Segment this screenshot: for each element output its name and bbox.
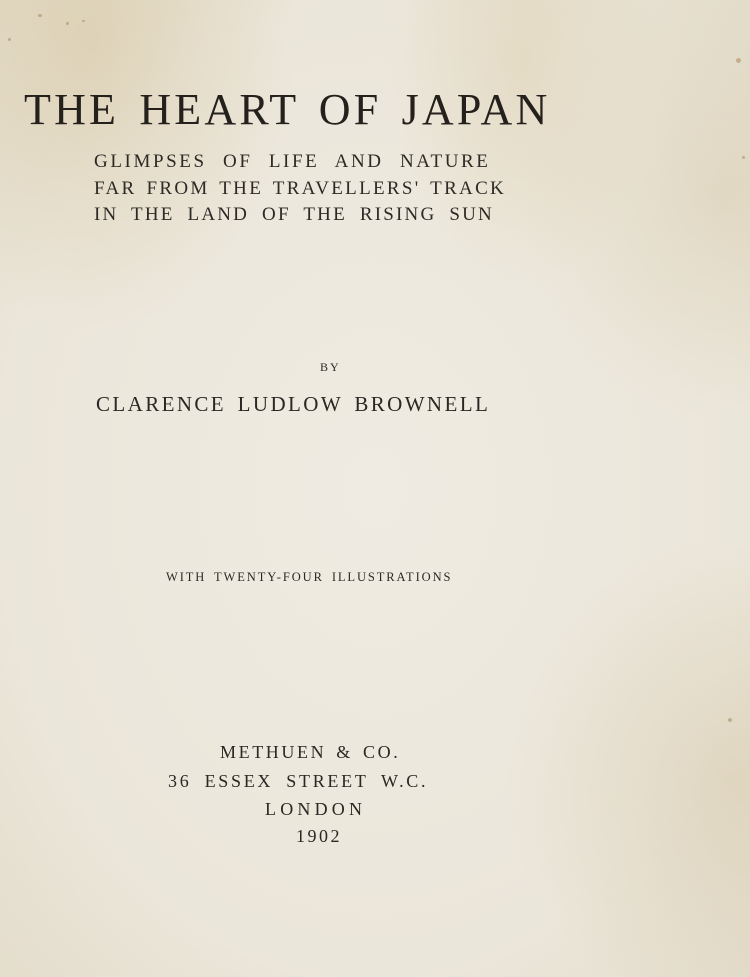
foxing-speck [728, 718, 732, 722]
foxing-speck [736, 58, 741, 63]
book-title: THE HEART OF JAPAN [24, 85, 551, 134]
by-label: BY [320, 360, 341, 374]
publication-year: 1902 [296, 826, 342, 846]
publisher-address: 36 ESSEX STREET W.C. [168, 771, 429, 791]
foxing-speck [742, 156, 745, 159]
illustrations-note: WITH TWENTY-FOUR ILLUSTRATIONS [166, 570, 453, 584]
foxing-speck [82, 20, 85, 22]
publisher-city: LONDON [265, 799, 367, 819]
subtitle-line: GLIMPSES OF LIFE AND NATURE [94, 151, 491, 172]
foxing-speck [66, 22, 69, 25]
author-name: CLARENCE LUDLOW BROWNELL [96, 392, 491, 416]
foxing-speck [38, 14, 42, 17]
subtitle-line: IN THE LAND OF THE RISING SUN [94, 204, 494, 225]
foxing-speck [8, 38, 11, 41]
subtitle-line: FAR FROM THE TRAVELLERS' TRACK [94, 178, 507, 199]
publisher-name: METHUEN & CO. [220, 742, 401, 762]
